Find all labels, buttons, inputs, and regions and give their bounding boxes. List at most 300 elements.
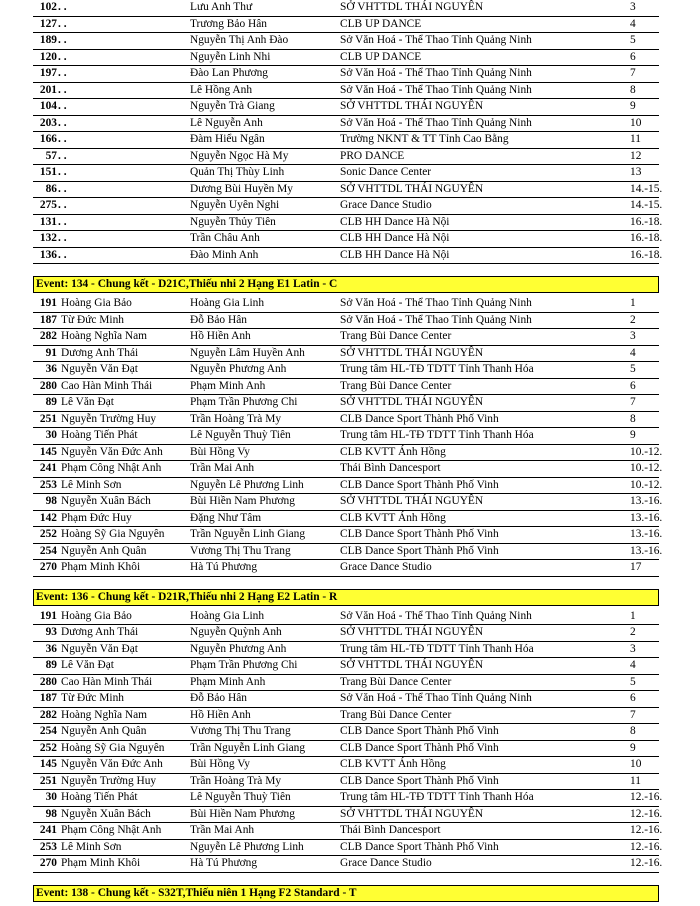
dots-placeholder: . . <box>58 182 67 195</box>
start-number: 254 <box>39 725 57 737</box>
female-dancer: Nguyễn Phương Anh <box>190 363 287 375</box>
club-name: Thái Bình Dancesport <box>340 824 441 836</box>
table-row <box>33 99 659 116</box>
table-row <box>33 313 659 330</box>
table-row <box>33 395 659 412</box>
dots-placeholder: . . <box>58 149 67 162</box>
male-dancer: Phạm Minh Khôi <box>61 857 141 869</box>
placement: 10.-12. <box>630 478 663 491</box>
male-dancer: Hoàng Sỹ Gia Nguyên <box>61 741 165 754</box>
male-dancer: Nguyễn Trường Huy <box>61 774 157 787</box>
club-name: Grace Dance Studio <box>340 857 432 869</box>
female-dancer: Nguyễn Lâm Huyền Anh <box>190 346 305 359</box>
club-name: SỞ VHTTDL THÁI NGUYÊN <box>340 1 484 13</box>
female-dancer: Trần Nguyễn Linh Giang <box>190 528 306 540</box>
male-dancer: Nguyễn Xuân Bách <box>61 807 151 820</box>
female-dancer: Đào Minh Anh <box>190 248 259 261</box>
placement: 10.-12. <box>630 445 663 458</box>
female-dancer: Bùi Hồng Vy <box>190 758 250 770</box>
club-name: Trung tâm HL-TĐ TDTT Tỉnh Thanh Hóa <box>340 642 534 655</box>
start-number: 270 <box>39 857 57 869</box>
male-dancer: Lê Minh Sơn <box>61 840 122 853</box>
placement: 9 <box>630 100 636 112</box>
table-row <box>33 560 659 577</box>
female-dancer: Vương Thị Thu Trang <box>190 544 291 557</box>
placement: 5 <box>630 363 636 375</box>
placement: 13.-16. <box>630 528 663 540</box>
table-row <box>33 741 659 758</box>
female-dancer: Lê Hồng Anh <box>190 83 253 96</box>
start-number: 252 <box>39 741 57 754</box>
club-name: CLB Dance Sport Thành Phố Vinh <box>340 725 499 737</box>
male-dancer: Nguyễn Văn Đạt <box>61 642 138 655</box>
male-dancer: Nguyễn Văn Đức Anh <box>61 758 163 770</box>
table-row <box>33 675 659 692</box>
club-name: CLB KVTT Ánh Hồng <box>340 511 446 524</box>
placement: 16.-18. <box>630 232 663 244</box>
club-name: Sở Văn Hoá - Thể Thao Tỉnh Quảng Ninh <box>340 313 532 326</box>
club-name: CLB Dance Sport Thành Phố Vinh <box>340 412 499 425</box>
placement: 13.-16. <box>630 495 663 507</box>
start-number: 280 <box>39 379 57 392</box>
female-dancer: Bùi Hiền Nam Phương <box>190 807 295 820</box>
placement: 7 <box>630 396 636 408</box>
male-dancer: Hoàng Tiến Phát <box>61 791 138 803</box>
female-dancer: Nguyễn Quỳnh Anh <box>190 626 282 638</box>
table-row <box>33 658 659 675</box>
male-dancer: Phạm Minh Khôi <box>61 561 141 573</box>
table-row <box>33 198 663 215</box>
club-name: Trung tâm HL-TĐ TDTT Tỉnh Thanh Hóa <box>340 363 534 375</box>
table-row <box>33 116 659 133</box>
female-dancer: Nguyễn Ngọc Hà My <box>190 149 289 162</box>
start-number: 120 <box>39 50 57 63</box>
placement: 17 <box>630 561 642 573</box>
table-row <box>33 478 663 495</box>
results-page <box>33 0 663 905</box>
placement: 10.-12. <box>630 462 663 474</box>
start-number: 57 <box>45 149 57 162</box>
male-dancer: Hoàng Nghĩa Nam <box>61 330 148 342</box>
placement: 7 <box>630 708 636 721</box>
start-number: 203 <box>39 116 57 129</box>
dots-placeholder: . . <box>58 50 67 63</box>
table-row <box>33 544 663 561</box>
placement: 12.-16. <box>630 824 663 836</box>
start-number: 89 <box>45 396 57 408</box>
dots-placeholder: . . <box>58 166 67 178</box>
dots-placeholder: . . <box>58 215 67 228</box>
table-row <box>33 215 663 232</box>
results-sections <box>33 0 663 902</box>
start-number: 187 <box>39 692 57 704</box>
placement: 12.-16. <box>630 857 663 869</box>
club-name: CLB HH Dance Hà Nội <box>340 232 450 244</box>
placement: 4 <box>630 346 636 359</box>
male-dancer: Dương Anh Thái <box>61 346 139 359</box>
start-number: 187 <box>39 313 57 326</box>
start-number: 253 <box>39 840 57 853</box>
female-dancer: Phạm Minh Anh <box>190 379 266 392</box>
start-number: 104 <box>39 100 57 112</box>
female-dancer: Nguyễn Trà Giang <box>190 100 275 112</box>
male-dancer: Hoàng Gia Bảo <box>61 609 132 622</box>
male-dancer: Dương Anh Thái <box>61 626 139 638</box>
placement: 5 <box>630 675 636 688</box>
club-name: Sonic Dance Center <box>340 166 432 178</box>
female-dancer: Trần Hoàng Trà My <box>190 412 282 425</box>
table-row <box>33 149 659 166</box>
male-dancer: Lê Văn Đạt <box>61 659 114 671</box>
table-row <box>33 231 663 248</box>
placement: 11 <box>630 774 641 787</box>
start-number: 151 <box>39 166 57 178</box>
start-number: 142 <box>39 511 57 524</box>
event-header: Event: 138 - Chung kết - S32T,Thiếu niên 1 Hạng F2 Standard - T <box>33 885 659 902</box>
female-dancer: Hà Tú Phương <box>190 561 258 573</box>
female-dancer: Nguyễn Lê Phương Linh <box>190 478 304 491</box>
table-row <box>33 412 659 429</box>
table-row <box>33 724 659 741</box>
table-row <box>33 757 659 774</box>
placement: 10 <box>630 758 642 770</box>
placement: 13.-16. <box>630 544 663 557</box>
placement: 8 <box>630 83 636 96</box>
club-name: CLB Dance Sport Thành Phố Vinh <box>340 840 499 853</box>
placement: 13 <box>630 166 642 178</box>
male-dancer: Lê Văn Đạt <box>61 396 114 408</box>
male-dancer: Nguyễn Anh Quân <box>61 725 147 737</box>
start-number: 254 <box>39 544 57 557</box>
placement: 12 <box>630 149 642 162</box>
club-name: Sở Văn Hoá - Thể Thao Tỉnh Quảng Ninh <box>340 692 532 704</box>
club-name: SỞ VHTTDL THÁI NGUYÊN <box>340 807 484 820</box>
start-number: 98 <box>45 807 57 820</box>
placement: 4 <box>630 17 636 30</box>
male-dancer: Phạm Công Nhật Anh <box>61 824 162 836</box>
male-dancer: Cao Hàn Minh Thái <box>61 379 153 392</box>
start-number: 91 <box>45 346 57 359</box>
dots-placeholder: . . <box>58 1 67 13</box>
table-row <box>33 642 659 659</box>
table-row <box>33 66 659 83</box>
male-dancer: Nguyễn Xuân Bách <box>61 495 151 507</box>
club-name: Sở Văn Hoá - Thể Thao Tỉnh Quảng Ninh <box>340 609 532 622</box>
club-name: CLB UP DANCE <box>340 50 422 63</box>
placement: 9 <box>630 429 636 441</box>
female-dancer: Đỗ Bảo Hân <box>190 692 247 704</box>
club-name: CLB KVTT Ánh Hồng <box>340 758 446 770</box>
dots-placeholder: . . <box>58 116 67 129</box>
table-row <box>33 33 659 50</box>
dots-placeholder: . . <box>58 199 67 211</box>
female-dancer: Trần Nguyễn Linh Giang <box>190 741 306 754</box>
dots-placeholder: . . <box>58 133 67 145</box>
male-dancer: Nguyễn Trường Huy <box>61 412 157 425</box>
table-row <box>33 50 659 67</box>
club-name: Trang Bùi Dance Center <box>340 708 452 721</box>
start-number: 275 <box>39 199 57 211</box>
placement: 12.-16. <box>630 791 663 803</box>
club-name: Grace Dance Studio <box>340 561 432 573</box>
club-name: SỞ VHTTDL THÁI NGUYÊN <box>340 346 484 359</box>
start-number: 89 <box>45 659 57 671</box>
club-name: CLB KVTT Ánh Hồng <box>340 445 446 458</box>
results-table <box>33 0 663 264</box>
female-dancer: Phạm Trần Phương Chi <box>190 659 298 671</box>
club-name: SỞ VHTTDL THÁI NGUYÊN <box>340 396 484 408</box>
female-dancer: Bùi Hiền Nam Phương <box>190 495 295 507</box>
female-dancer: Lê Nguyễn Thuỳ Tiên <box>190 791 291 803</box>
club-name: Trang Bùi Dance Center <box>340 675 452 688</box>
table-row <box>33 609 659 626</box>
table-row <box>33 428 659 445</box>
female-dancer: Hà Tú Phương <box>190 857 258 869</box>
start-number: 86 <box>45 182 57 195</box>
placement: 9 <box>630 741 636 754</box>
start-number: 136 <box>39 248 57 261</box>
start-number: 241 <box>39 824 57 836</box>
female-dancer: Bùi Hồng Vy <box>190 445 250 458</box>
female-dancer: Trần Hoàng Trà My <box>190 774 282 787</box>
start-number: 166 <box>39 133 57 145</box>
male-dancer: Hoàng Gia Bảo <box>61 297 132 309</box>
male-dancer: Nguyễn Văn Đức Anh <box>61 445 163 458</box>
table-row <box>33 379 659 396</box>
female-dancer: Hồ Hiền Anh <box>190 330 251 342</box>
start-number: 98 <box>45 495 57 507</box>
placement: 13.-16. <box>630 511 663 524</box>
placement: 10 <box>630 116 642 129</box>
results-table <box>33 609 663 873</box>
placement: 4 <box>630 659 636 671</box>
female-dancer: Hoàng Gia Linh <box>190 297 265 309</box>
dots-placeholder: . . <box>58 248 67 261</box>
table-row <box>33 445 663 462</box>
table-row <box>33 329 659 346</box>
placement: 1 <box>630 609 636 622</box>
female-dancer: Trần Mai Anh <box>190 462 255 474</box>
female-dancer: Nguyễn Thủy Tiên <box>190 215 276 228</box>
male-dancer: Phạm Đức Huy <box>61 511 132 524</box>
table-row <box>33 83 659 100</box>
event-header: Event: 134 - Chung kết - D21C,Thiếu nhi 2 Hạng E1 Latin - C <box>33 276 659 293</box>
table-row <box>33 790 663 807</box>
start-number: 36 <box>45 363 57 375</box>
placement: 6 <box>630 379 636 392</box>
female-dancer: Phạm Trần Phương Chi <box>190 396 298 408</box>
table-row <box>33 774 659 791</box>
female-dancer: Vương Thị Thu Trang <box>190 725 291 737</box>
start-number: 270 <box>39 561 57 573</box>
table-row <box>33 708 659 725</box>
male-dancer: Từ Đức Minh <box>61 313 124 326</box>
female-dancer: Đỗ Bảo Hân <box>190 313 247 326</box>
male-dancer: Hoàng Nghĩa Nam <box>61 708 148 721</box>
placement: 8 <box>630 412 636 425</box>
placement: 5 <box>630 34 636 46</box>
placement: 16.-18. <box>630 248 663 261</box>
female-dancer: Trương Bảo Hân <box>190 17 267 30</box>
table-row <box>33 165 659 182</box>
dots-placeholder: . . <box>58 232 67 244</box>
dots-placeholder: . . <box>58 100 67 112</box>
placement: 11 <box>630 133 641 145</box>
table-row <box>33 17 659 34</box>
table-row <box>33 807 663 824</box>
table-row <box>33 0 659 17</box>
club-name: Sở Văn Hoá - Thể Thao Tỉnh Quảng Ninh <box>340 34 532 46</box>
table-row <box>33 691 659 708</box>
female-dancer: Nguyễn Linh Nhi <box>190 50 271 63</box>
club-name: Grace Dance Studio <box>340 199 432 211</box>
female-dancer: Đặng Như Tâm <box>190 511 262 524</box>
start-number: 145 <box>39 445 57 458</box>
start-number: 30 <box>45 791 57 803</box>
table-row <box>33 494 663 511</box>
female-dancer: Hoàng Gia Linh <box>190 609 265 622</box>
female-dancer: Lưu Anh Thư <box>190 1 253 13</box>
placement: 3 <box>630 1 636 13</box>
club-name: SỞ VHTTDL THÁI NGUYÊN <box>340 100 484 112</box>
start-number: 282 <box>39 330 57 342</box>
start-number: 191 <box>39 609 57 622</box>
placement: 2 <box>630 313 636 326</box>
club-name: SỞ VHTTDL THÁI NGUYÊN <box>340 495 484 507</box>
club-name: CLB Dance Sport Thành Phố Vinh <box>340 528 499 540</box>
start-number: 197 <box>39 67 57 79</box>
placement: 6 <box>630 692 636 704</box>
club-name: Trường NKNT & TT Tỉnh Cao Bằng <box>340 133 509 145</box>
female-dancer: Đàm Hiểu Ngân <box>190 133 265 145</box>
placement: 12.-16. <box>630 840 663 853</box>
placement: 7 <box>630 67 636 79</box>
club-name: Trung tâm HL-TĐ TDTT Tỉnh Thanh Hóa <box>340 791 534 803</box>
club-name: Thái Bình Dancesport <box>340 462 441 474</box>
table-row <box>33 511 663 528</box>
female-dancer: Hồ Hiền Anh <box>190 708 251 721</box>
female-dancer: Lê Nguyễn Thuỳ Tiên <box>190 429 291 441</box>
female-dancer: Nguyễn Uyên Nghi <box>190 199 280 211</box>
dots-placeholder: . . <box>58 83 67 96</box>
placement: 16.-18. <box>630 215 663 228</box>
start-number: 93 <box>45 626 57 638</box>
start-number: 201 <box>39 83 57 96</box>
club-name: Trang Bùi Dance Center <box>340 379 452 392</box>
table-row <box>33 840 663 857</box>
table-row <box>33 248 663 265</box>
club-name: CLB Dance Sport Thành Phố Vinh <box>340 544 499 557</box>
male-dancer: Hoàng Sỹ Gia Nguyên <box>61 528 165 540</box>
club-name: SỞ VHTTDL THÁI NGUYÊN <box>340 659 484 671</box>
female-dancer: Quản Thị Thùy Linh <box>190 166 285 178</box>
club-name: CLB UP DANCE <box>340 17 422 30</box>
female-dancer: Trần Châu Anh <box>190 232 260 244</box>
club-name: Sở Văn Hoá - Thể Thao Tỉnh Quảng Ninh <box>340 116 532 129</box>
club-name: SỞ VHTTDL THÁI NGUYÊN <box>340 182 484 195</box>
dots-placeholder: . . <box>58 17 67 30</box>
club-name: PRO DANCE <box>340 149 405 162</box>
start-number: 145 <box>39 758 57 770</box>
start-number: 280 <box>39 675 57 688</box>
start-number: 251 <box>39 412 57 425</box>
male-dancer: Nguyễn Anh Quân <box>61 544 147 557</box>
table-row <box>33 527 663 544</box>
club-name: SỞ VHTTDL THÁI NGUYÊN <box>340 626 484 638</box>
female-dancer: Đào Lan Phương <box>190 67 268 79</box>
male-dancer: Hoàng Tiến Phát <box>61 429 138 441</box>
club-name: Sở Văn Hoá - Thể Thao Tỉnh Quảng Ninh <box>340 83 532 96</box>
club-name: Trung tâm HL-TĐ TDTT Tỉnh Thanh Hóa <box>340 429 534 441</box>
start-number: 253 <box>39 478 57 491</box>
start-number: 127 <box>39 17 57 30</box>
table-row <box>33 296 659 313</box>
start-number: 251 <box>39 774 57 787</box>
placement: 14.-15. <box>630 199 663 211</box>
placement: 8 <box>630 725 636 737</box>
table-row <box>33 625 659 642</box>
placement: 1 <box>630 297 636 309</box>
table-row <box>33 346 659 363</box>
club-name: CLB HH Dance Hà Nội <box>340 248 450 261</box>
placement: 3 <box>630 330 636 342</box>
male-dancer: Phạm Công Nhật Anh <box>61 462 162 474</box>
start-number: 241 <box>39 462 57 474</box>
female-dancer: Nguyễn Phương Anh <box>190 642 287 655</box>
table-row <box>33 132 659 149</box>
start-number: 132 <box>39 232 57 244</box>
club-name: Sở Văn Hoá - Thể Thao Tỉnh Quảng Ninh <box>340 67 532 79</box>
club-name: CLB Dance Sport Thành Phố Vinh <box>340 741 499 754</box>
placement: 2 <box>630 626 636 638</box>
table-row <box>33 461 663 478</box>
dots-placeholder: . . <box>58 34 67 46</box>
male-dancer: Lê Minh Sơn <box>61 478 122 491</box>
female-dancer: Dương Bùi Huyền My <box>190 182 294 195</box>
placement: 12.-16. <box>630 807 663 820</box>
male-dancer: Cao Hàn Minh Thái <box>61 675 153 688</box>
placement: 3 <box>630 642 636 655</box>
club-name: CLB Dance Sport Thành Phố Vinh <box>340 774 499 787</box>
start-number: 252 <box>39 528 57 540</box>
club-name: CLB Dance Sport Thành Phố Vinh <box>340 478 499 491</box>
club-name: Trang Bùi Dance Center <box>340 330 452 342</box>
start-number: 36 <box>45 642 57 655</box>
start-number: 191 <box>39 297 57 309</box>
male-dancer: Từ Đức Minh <box>61 692 124 704</box>
table-row <box>33 182 663 199</box>
table-row <box>33 823 663 840</box>
start-number: 30 <box>45 429 57 441</box>
results-table <box>33 296 663 577</box>
club-name: Sở Văn Hoá - Thể Thao Tỉnh Quảng Ninh <box>340 297 532 309</box>
female-dancer: Phạm Minh Anh <box>190 675 266 688</box>
male-dancer: Nguyễn Văn Đạt <box>61 363 138 375</box>
female-dancer: Nguyễn Lê Phương Linh <box>190 840 304 853</box>
table-row <box>33 856 663 873</box>
table-row <box>33 362 659 379</box>
female-dancer: Trần Mai Anh <box>190 824 255 836</box>
start-number: 189 <box>39 34 57 46</box>
event-header: Event: 136 - Chung kết - D21R,Thiếu nhi 2 Hạng E2 Latin - R <box>33 589 659 606</box>
club-name: CLB HH Dance Hà Nội <box>340 215 450 228</box>
placement: 6 <box>630 50 636 63</box>
dots-placeholder: . . <box>58 67 67 79</box>
start-number: 102 <box>39 1 57 13</box>
female-dancer: Lê Nguyễn Anh <box>190 116 263 129</box>
start-number: 282 <box>39 708 57 721</box>
female-dancer: Nguyễn Thị Anh Đào <box>190 34 289 46</box>
